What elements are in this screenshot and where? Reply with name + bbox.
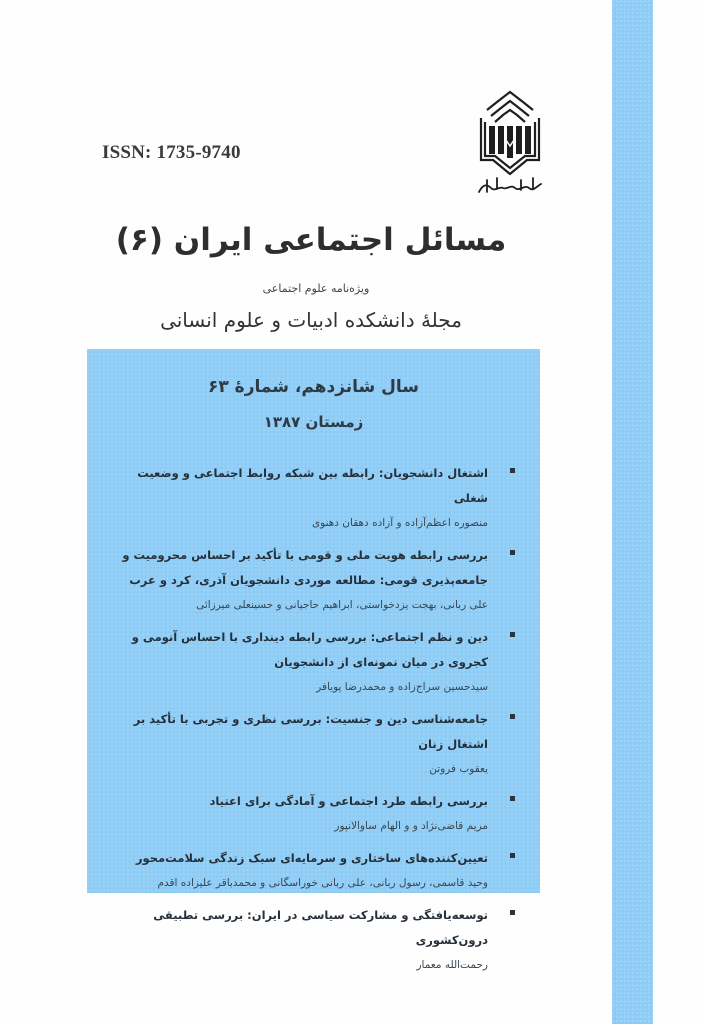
article-authors: یعقوب فروتن (429, 763, 488, 775)
issn-label: ISSN: 1735-9740 (102, 142, 241, 163)
article-title: تعیین‌کننده‌های ساختاری و سرمایه‌ای سبک زندگی سلامت‌محور (135, 851, 488, 865)
article-authors: علی ربانی، بهجت یزدخواستی، ابراهیم حاجیانی و حسینعلی میرزائی (196, 599, 488, 611)
faculty-name: مجلهٔ دانشکده ادبیات و علوم انسانی (160, 308, 462, 332)
toc-entry (117, 707, 502, 781)
article-authors: منصوره اعظم‌آزاده و آزاده دهقان دهنوی (311, 517, 488, 529)
bullet-square-icon (510, 910, 515, 915)
special-issue-subtitle: ویژه‌نامه علوم اجتماعی (262, 282, 370, 295)
toc-entry (117, 846, 502, 895)
toc-entry (117, 903, 502, 977)
article-title: دین و نظم اجتماعی: بررسی رابطه دینداری با احساس آنومی و کجروی در میان نمونه‌ای از دانشجویان (131, 630, 488, 669)
bullet-square-icon (510, 853, 515, 858)
article-title: بررسی رابطه طرد اجتماعی و آمادگی برای اعتیاد (209, 794, 488, 808)
university-emblem-icon (473, 88, 547, 198)
article-authors: وحید قاسمی، رسول ربانی، علی ربانی خوراسگانی و محمدباقر علیزاده اقدم (157, 877, 488, 889)
table-of-contents (117, 461, 502, 985)
contents-panel (87, 349, 540, 971)
bullet-square-icon (510, 550, 515, 555)
toc-entry (117, 461, 502, 535)
article-authors: رحمت‌الله معمار (416, 959, 488, 971)
bullet-square-icon (510, 468, 515, 473)
article-title: جامعه‌شناسی دین و جنسیت: بررسی نظری و تجربی با تأکید بر اشتغال زنان (133, 712, 488, 751)
article-title: اشتغال دانشجویان: رابطه بین شبکه روابط اجتماعی و وضعیت شغلی (137, 466, 488, 505)
journal-title: مسائل اجتماعی ایران (۶) (115, 222, 507, 258)
article-authors: مریم قاضی‌نژاد و و الهام ساوالانپور (334, 820, 488, 832)
issue-season: زمستان ۱۳۸۷ (263, 413, 364, 431)
bullet-square-icon (510, 796, 515, 801)
article-authors: سیدحسین سراج‌زاده و محمدرضا پویافر (316, 681, 488, 693)
toc-entry (117, 625, 502, 699)
issue-number: سال شانزدهم، شمارهٔ ۶۳ (207, 377, 420, 397)
article-title: توسعه‌یافتگی و مشارکت سیاسی در ایران: بررسی تطبیقی درون‌کشوری (153, 908, 488, 947)
toc-entry (117, 543, 502, 617)
blue-spine-strip (612, 0, 653, 1024)
bullet-square-icon (510, 714, 515, 719)
bullet-square-icon (510, 632, 515, 637)
article-title: بررسی رابطه هویت ملی و قومی با تأکید بر احساس محرومیت و جامعه‌پذیری قومی: مطالعه موردی دانشجویان آذری، کرد و عرب (122, 548, 488, 587)
toc-entry (117, 789, 502, 838)
